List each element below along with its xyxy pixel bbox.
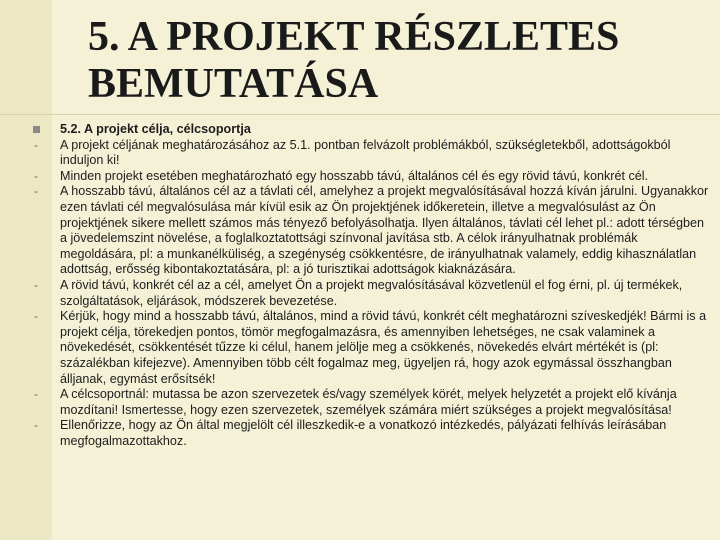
section-heading-text: 5.2. A projekt célja, célcsoportja xyxy=(60,122,251,136)
title-divider xyxy=(0,114,720,115)
list-item-text: Ellenőrizze, hogy az Ön által megjelölt cél illeszkedik-e a vonatkozó intézkedés, pályázati felhívás leírásában megfogalmazottakhoz. xyxy=(60,418,667,448)
slide-title: 5. A PROJEKT RÉSZLETES BEMUTATÁSA xyxy=(88,14,620,107)
square-bullet-icon xyxy=(30,122,42,138)
list-item-text: A rövid távú, konkrét cél az a cél, amelyet Ön a projekt megvalósításával közvetlenül el fog érni, pl. új termékek, szolgáltatások, eljárások, módszerek bevezetése. xyxy=(60,277,683,308)
dash-bullet-icon: - xyxy=(34,309,38,324)
slide-body xyxy=(30,122,710,449)
list-item xyxy=(30,309,710,387)
section-heading xyxy=(30,122,710,138)
list-item-text: A projekt céljának meghatározásához az 5.1. pontban felvázolt problémákból, szükségletekből, adottságokból induljon ki! xyxy=(60,137,671,168)
dash-bullet-icon: - xyxy=(34,168,38,183)
dash-bullet-icon: - xyxy=(34,277,38,292)
list-item xyxy=(30,184,710,278)
dash-bullet-icon: - xyxy=(34,137,38,152)
dash-bullet-icon: - xyxy=(34,387,38,402)
list-item xyxy=(30,278,710,309)
list-item-text: A célcsoportnál: mutassa be azon szervezetek és/vagy személyek körét, melyek helyzetét a projekt elő kívánja mozdítani! Ismertesse, hogy ezen szervezetek, személyek számára miért szükséges a projekt megvalósítása! xyxy=(60,387,677,417)
list-item xyxy=(30,138,710,169)
list-item-text: Kérjük, hogy mind a hosszabb távú, általános, mind a rövid távú, konkrét célt meghatározni szíveskedjék! Bármi is a projekt célja, törekedjen pontos, tömör megfogalmazásra, és amennyiben lehetséges, ne csak valaminek a növekedését, csökkentését tűzze ki célul, hanem jelölje meg a csökkenés, növekedés elvárt mértékét is (pl: százalékban kifejezve). Amennyiben több célt fogalmaz meg, ügyeljen rá, hogy azok egymással összhangban álljanak, egymást erősítsék! xyxy=(60,309,707,386)
dash-bullet-icon: - xyxy=(34,418,38,433)
list-item xyxy=(30,418,710,449)
list-item-text: Minden projekt esetében meghatározható egy hosszabb távú, általános cél és egy rövid távú, konkrét cél. xyxy=(60,168,649,183)
list-item xyxy=(30,387,710,418)
dash-bullet-icon: - xyxy=(34,184,38,199)
list-item-text: A hosszabb távú, általános cél az a távlati cél, amelyhez a projekt megvalósításával hozzá kíván járulni. Ugyanakkor ezen távlati cél megvalósulása már kívül esik az Ön projektjének időkeretein, illetve a megvalósulást az Ön projektjének sikere mellett számos más tényező befolyásolhatja. Ilyen általános, távlati cél lehet pl.: adott térségben a jövedelemszint növelése, a foglalkoztatottsági színvonal javítása stb. A célok irányulhatnak problémák megoldására, pl: a munkanélküliség, a szegénység csökkentésre, de irányulhatnak valamely, eddig kihasználatlan adottság, erősség kibontakoztatására, pl: a jó turisztikai adottságok kiaknázására. xyxy=(60,184,709,277)
list-item xyxy=(30,169,710,185)
